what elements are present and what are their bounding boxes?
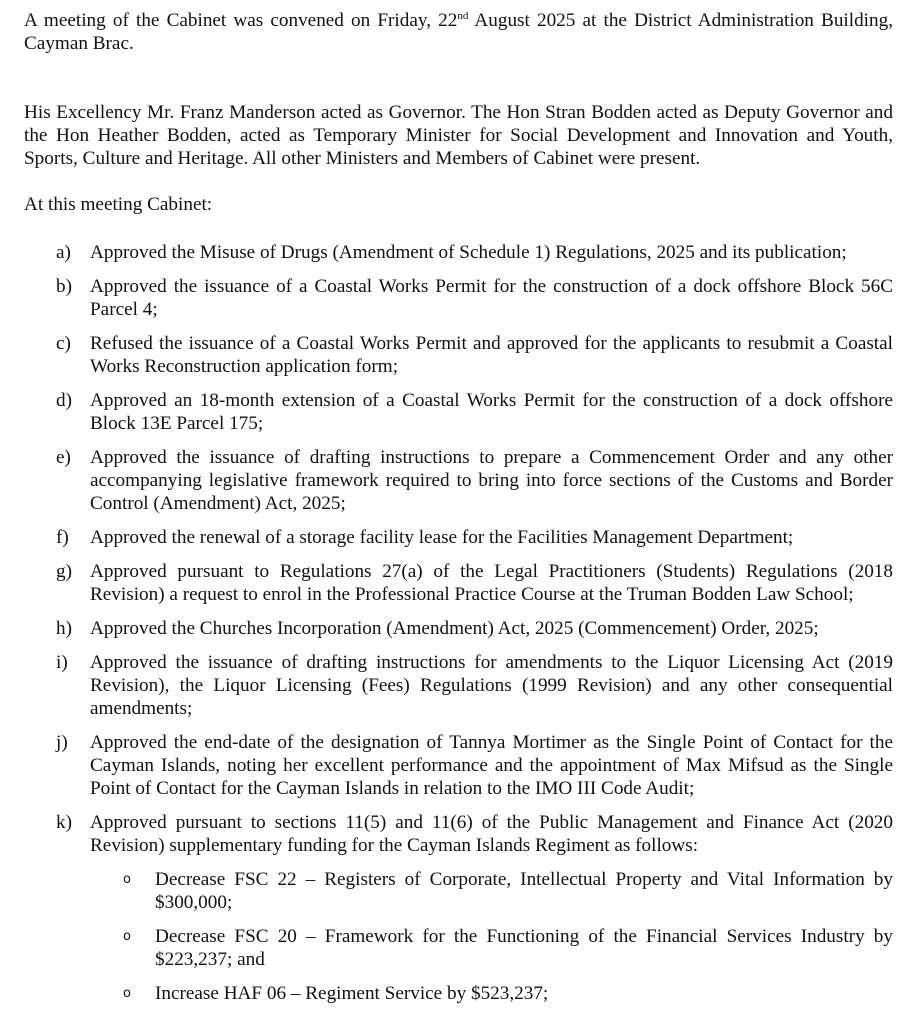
- item-marker: d): [56, 390, 72, 411]
- decision-item-d: [24, 389, 893, 435]
- item-text: Approved an 18-month extension of a Coastal Works Permit for the construction of a dock offshore Block 13E Parcel 175;: [90, 390, 893, 434]
- item-marker: h): [56, 618, 72, 639]
- decisions-list: [24, 241, 893, 1005]
- decision-item-a: [24, 241, 893, 264]
- decision-item-j: [24, 731, 893, 800]
- item-text: Approved the renewal of a storage facility lease for the Facilities Management Department;: [90, 527, 794, 548]
- item-marker: c): [56, 333, 71, 354]
- item-marker: e): [56, 447, 71, 468]
- item-text: Approved pursuant to sections 11(5) and 11(6) of the Public Management and Finance Act (2020 Revision) supplementary funding for the Cayman Islands Regiment as follows:: [90, 812, 893, 856]
- item-text: Approved the end-date of the designation of Tannya Mortimer as the Single Point of Contact for the Cayman Islands, noting her excellent performance and the appointment of Max Mifsud as the Single Point of Contact for the Cayman Islands in relation to the IMO III Code Audit;: [90, 732, 893, 799]
- item-text: Approved the Churches Incorporation (Amendment) Act, 2025 (Commencement) Order, 2025;: [90, 618, 819, 639]
- item-text: Approved the issuance of drafting instructions to prepare a Commencement Order and any other accompanying legislative framework required to bring into force sections of the Customs and Border Control (Amendment) Act, 2025;: [90, 447, 893, 514]
- subitem-text: Decrease FSC 22 – Registers of Corporate, Intellectual Property and Vital Information by $300,000;: [155, 869, 893, 913]
- subitem-text: Increase HAF 06 – Regiment Service by $523,237;: [155, 983, 549, 1004]
- hollow-bullet-icon: o: [123, 872, 131, 887]
- item-marker: g): [56, 561, 72, 582]
- item-marker: j): [56, 732, 68, 753]
- intro-text-end: August 2025 at the District Administration Building, Cayman Brac.: [24, 10, 893, 54]
- funding-sublist: [90, 868, 893, 1005]
- decision-item-i: [24, 651, 893, 720]
- decision-item-h: [24, 617, 893, 640]
- attendance-paragraph: His Excellency Mr. Franz Manderson acted as Governor. The Hon Stran Bodden acted as Deputy Governor and the Hon Heather Bodden, acted as Temporary Minister for Social Development and Innovation and Youth, Sports, Culture and Heritage. All other Ministers and Members of Cabinet were present.: [24, 102, 893, 169]
- intro-text-start: A meeting of the Cabinet was convened on Friday, 22: [24, 10, 458, 31]
- subitem-text: Decrease FSC 20 – Framework for the Functioning of the Financial Services Industry by $223,237; and: [155, 926, 893, 970]
- item-text: Approved the Misuse of Drugs (Amendment of Schedule 1) Regulations, 2025 and its publication;: [90, 242, 847, 263]
- item-marker: i): [56, 652, 68, 673]
- hollow-bullet-icon: o: [123, 986, 131, 1001]
- decision-item-c: [24, 332, 893, 378]
- decision-item-e: [24, 446, 893, 515]
- funding-subitem: [90, 868, 893, 914]
- decision-item-k: [24, 811, 893, 1005]
- item-marker: f): [56, 527, 69, 548]
- funding-subitem: [90, 925, 893, 971]
- decision-item-f: [24, 526, 893, 549]
- lead-paragraph: At this meeting Cabinet:: [24, 194, 213, 215]
- hollow-bullet-icon: o: [123, 929, 131, 944]
- item-marker: a): [56, 242, 71, 263]
- decision-item-g: [24, 560, 893, 606]
- item-text: Approved the issuance of a Coastal Works Permit for the construction of a dock offshore Block 56C Parcel 4;: [90, 276, 893, 320]
- item-marker: k): [56, 812, 72, 833]
- item-text: Refused the issuance of a Coastal Works Permit and approved for the applicants to resubmit a Coastal Works Reconstruction application form;: [90, 333, 893, 377]
- decision-item-b: [24, 275, 893, 321]
- item-text: Approved pursuant to Regulations 27(a) of the Legal Practitioners (Students) Regulations (2018 Revision) a request to enrol in the Professional Practice Course at the Truman Bodden Law School;: [90, 561, 893, 605]
- item-marker: b): [56, 276, 72, 297]
- item-text: Approved the issuance of drafting instructions for amendments to the Liquor Licensing Act (2019 Revision), the Liquor Licensing (Fees) Regulations (1999 Revision) and any other consequential amendments;: [90, 652, 893, 719]
- ordinal-suffix: nd: [457, 10, 469, 22]
- intro-paragraph: [24, 9, 893, 55]
- funding-subitem: [90, 982, 893, 1005]
